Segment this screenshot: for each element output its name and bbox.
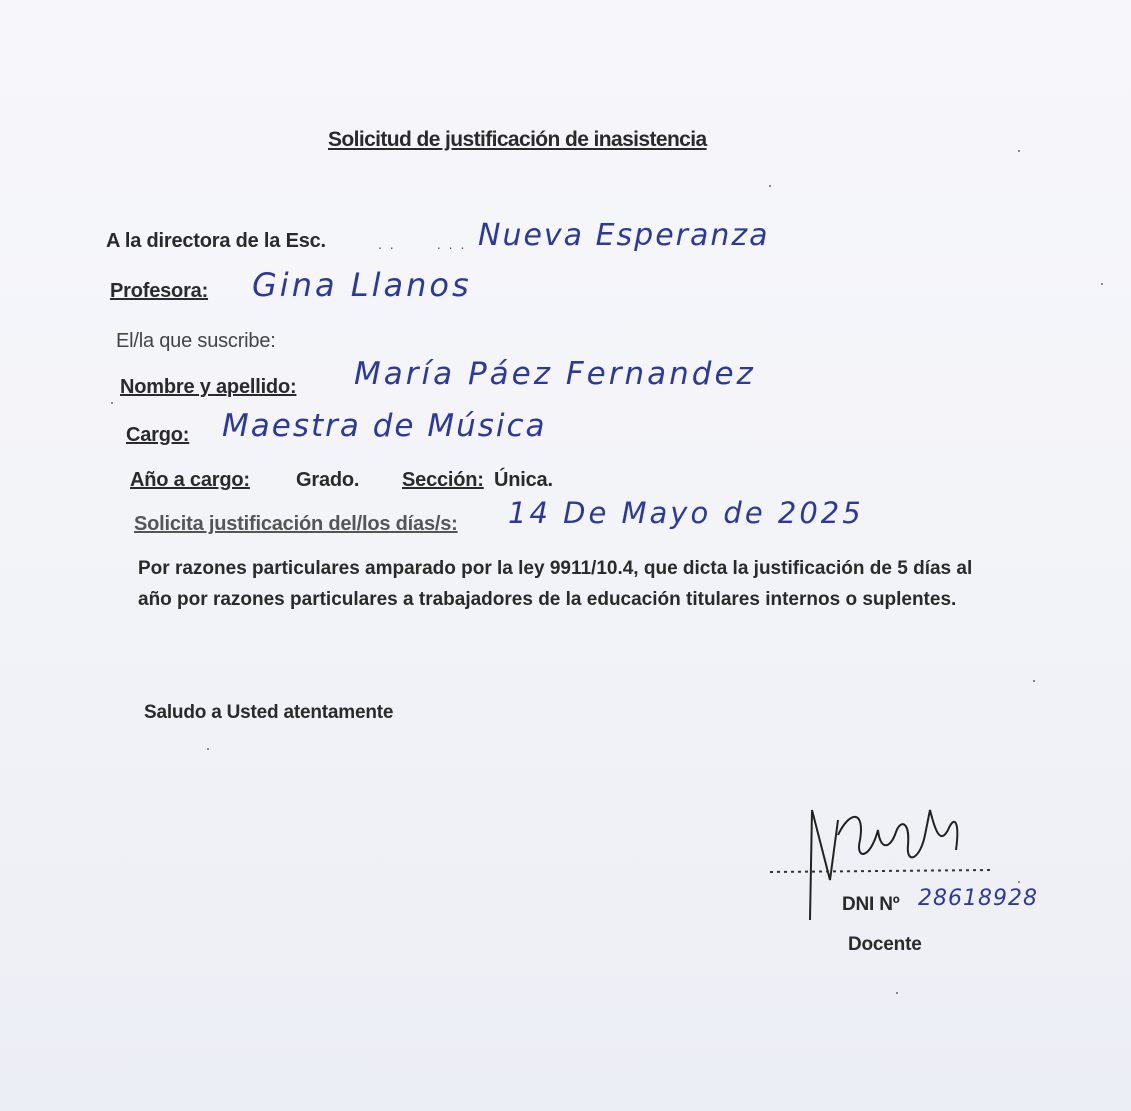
scan-speck xyxy=(111,402,113,404)
request-label: Solicita justificación del/los días/s: xyxy=(134,513,458,535)
scan-speck xyxy=(769,185,771,187)
scan-speck xyxy=(1033,680,1035,682)
role-value: Maestra de Música xyxy=(222,408,547,444)
school-label: A la directora de la Esc. xyxy=(106,230,326,252)
scan-speck xyxy=(1018,881,1020,883)
teacher-value: Gina Llanos xyxy=(252,266,472,304)
role-label: Cargo: xyxy=(126,424,190,446)
school-dots: . . . . . xyxy=(378,236,467,252)
closing-text: Saludo a Usted atentamente xyxy=(144,702,394,723)
name-value: María Páez Fernandez xyxy=(354,356,756,392)
year-label: Año a cargo: xyxy=(130,469,250,491)
section-value: Única. xyxy=(494,469,553,491)
document-title: Solicitud de justificación de inasistencia xyxy=(328,128,707,151)
school-value: Nueva Esperanza xyxy=(478,218,770,253)
dni-value: 28618928 xyxy=(918,886,1038,911)
year-value: Grado. xyxy=(296,469,360,491)
teacher-label: Profesora: xyxy=(110,280,209,302)
body-paragraph: Por razones particulares amparado por la ley 9911/10.4, que dicta la justificación de 5 días al año por razones particulares a trabajadores de la educación titulares internos o suplentes. xyxy=(138,558,973,610)
name-label: Nombre y apellido: xyxy=(120,376,297,398)
signature-role: Docente xyxy=(848,934,922,955)
dni-label: DNI Nº xyxy=(842,894,900,915)
request-value: 14 De Mayo de 2025 xyxy=(508,496,864,530)
subscriber-label: El/la que suscribe: xyxy=(116,330,276,352)
scan-speck xyxy=(207,748,209,750)
scan-speck xyxy=(896,992,898,994)
section-label: Sección: xyxy=(402,469,484,491)
scan-speck xyxy=(1018,150,1020,152)
scan-speck xyxy=(1101,283,1103,285)
